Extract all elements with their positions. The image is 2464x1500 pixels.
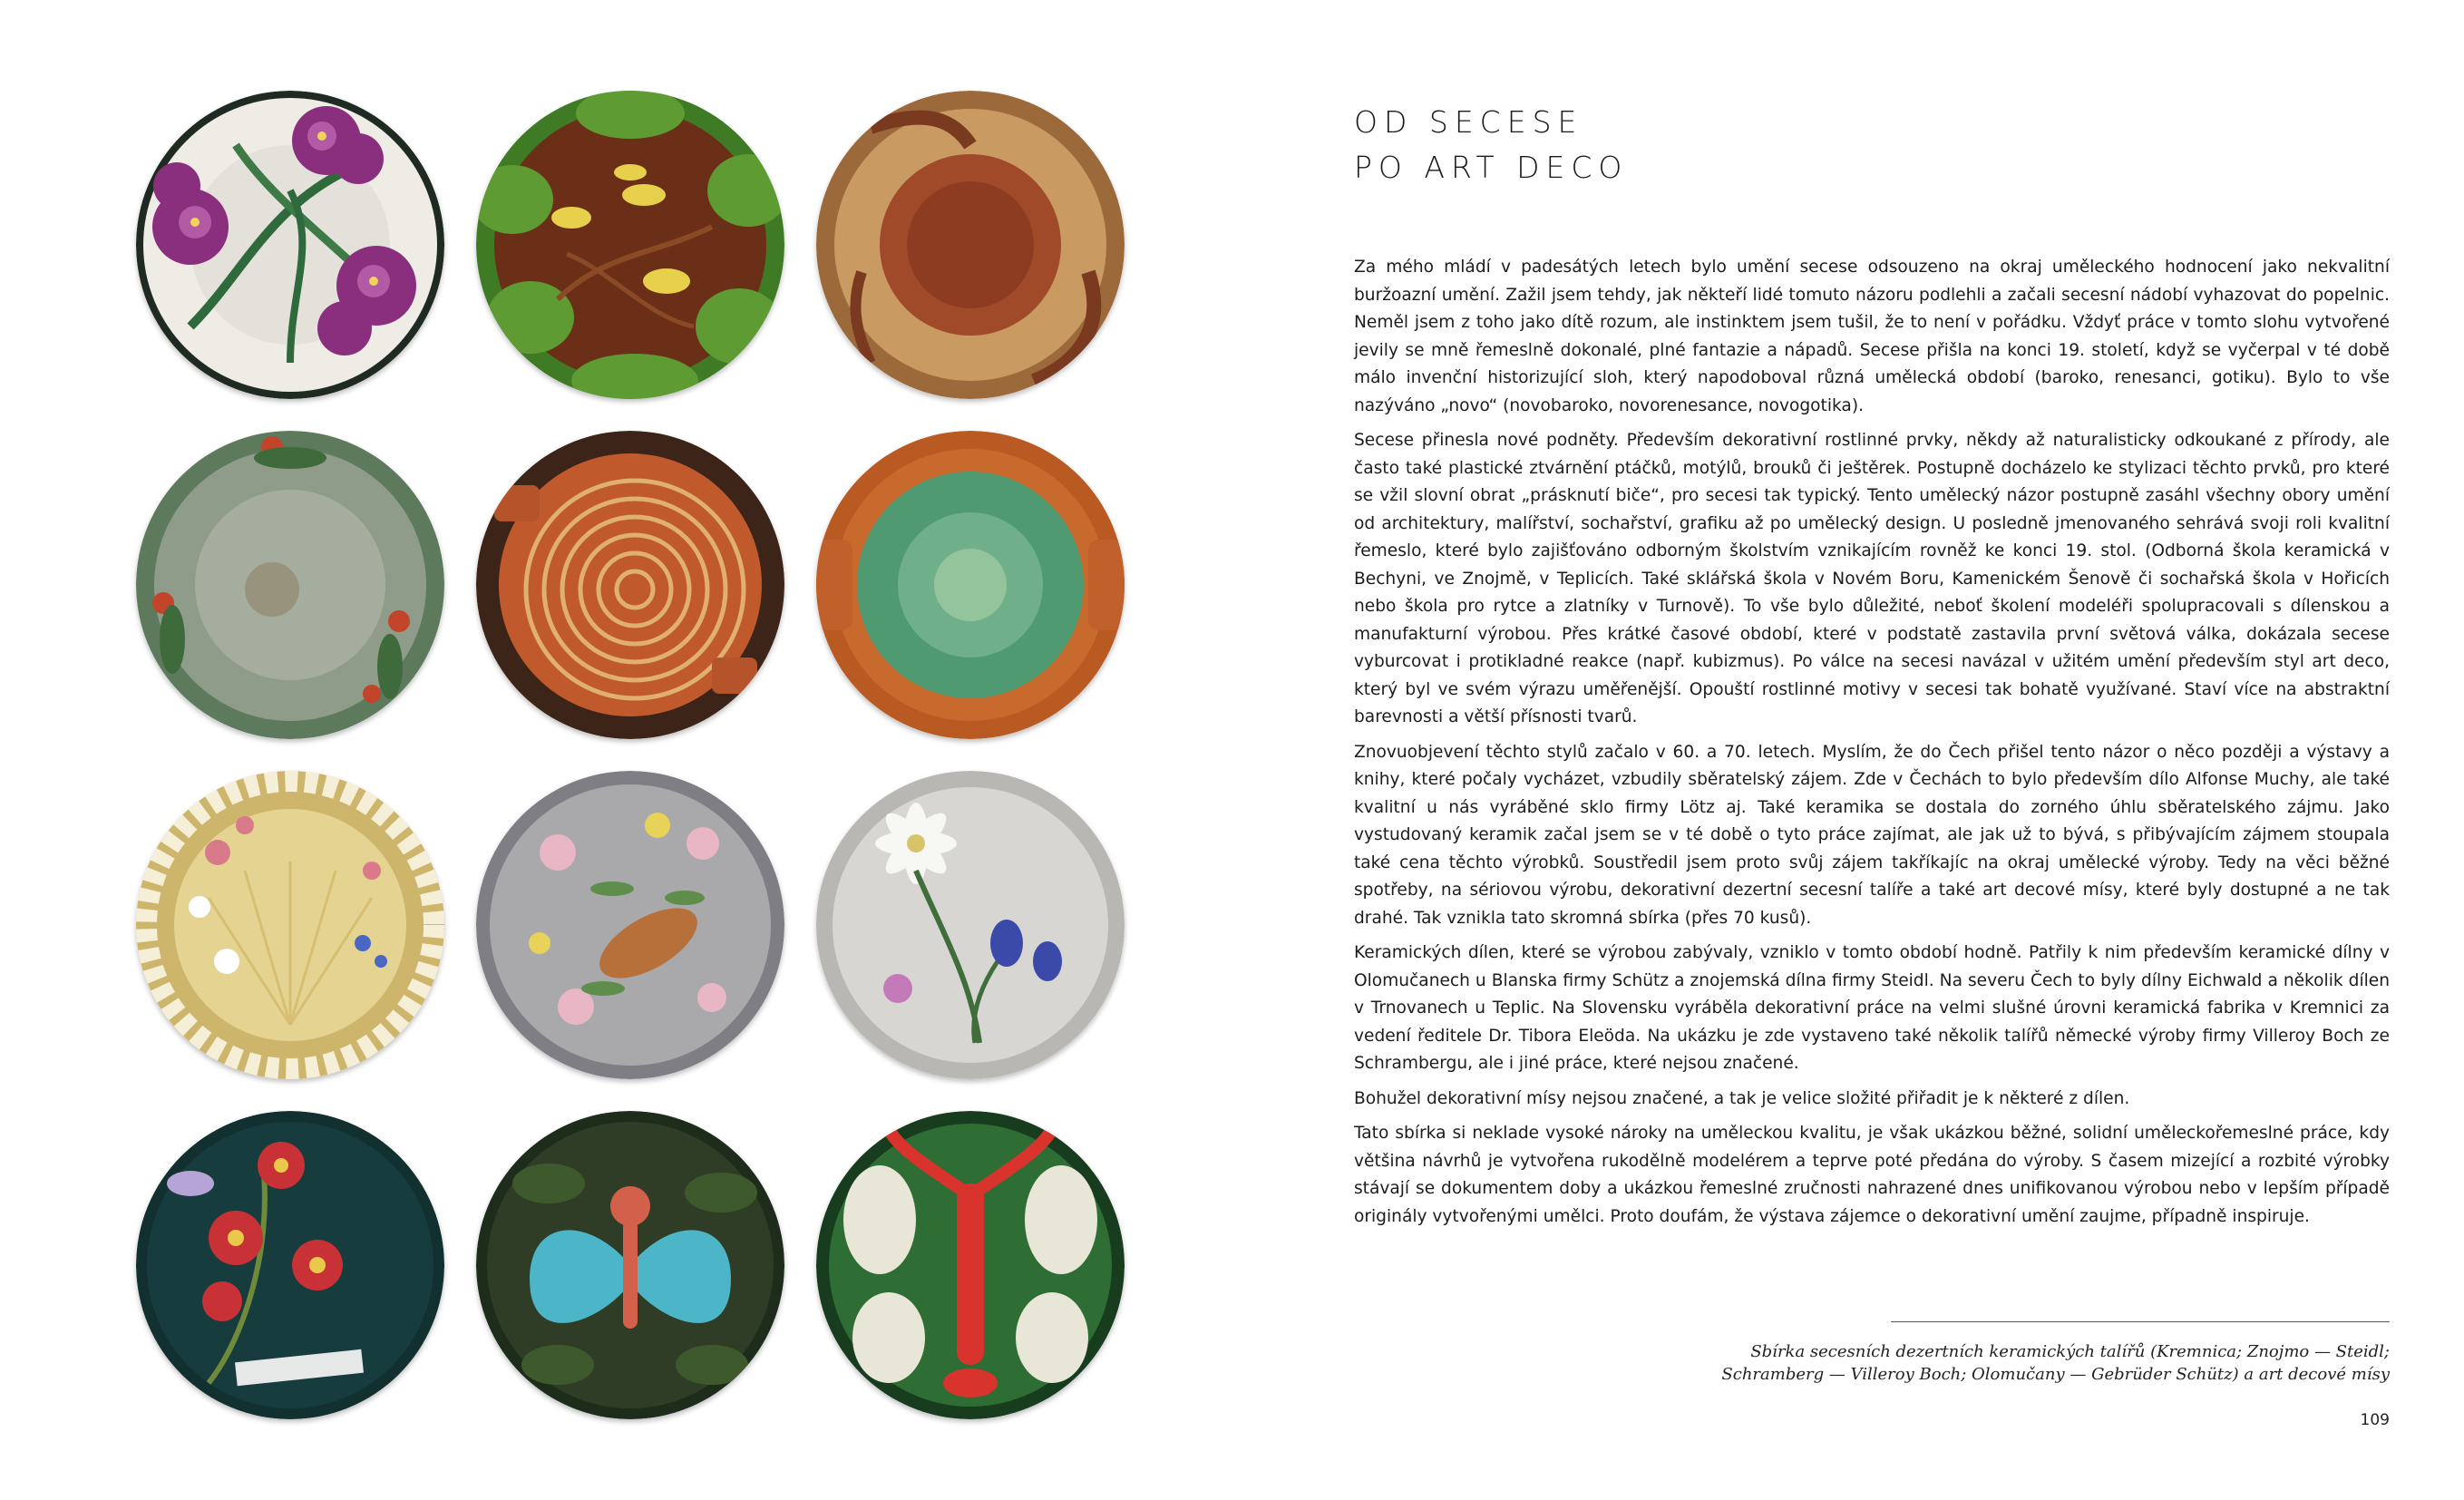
caption-divider <box>1891 1321 2390 1322</box>
orchid-plate <box>136 1111 444 1419</box>
chapter-heading <box>1354 100 1989 190</box>
butterfly-plate <box>476 1111 784 1419</box>
yellow-lattice-plate <box>136 771 444 1079</box>
green-glaze-bowl <box>816 431 1125 739</box>
photo-caption <box>1596 1340 2390 1386</box>
heading-line-1: OD SECESE <box>1354 104 1583 140</box>
grey-green-bowl <box>136 431 444 739</box>
edelweiss-plate <box>816 771 1125 1079</box>
plate-photo-grid <box>136 91 1152 1406</box>
caption-line-1: Sbírka secesních dezertních keramických talířů (Kremnica; Znojmo — Steidl; <box>1750 1342 2390 1361</box>
paragraph: Tato sbírka si neklade vysoké nároky na uměleckou kvalitu, je však ukázkou běžné, solidní uměleckořemeslné práce, kdy většina návrhů je vytvořena rukodělně modelérem a teprve poté předána do výroby. S časem mizející a rozbité výrobky stávají se dokumentem doby a ukázkou řemeslné zručnosti nahrazené dnes unifikovanou výrobou nebo v lepším případě originály vytvořenými umělci. Proto doufám, že výstava zájemce o dekorativní umění zaujme, případně inspiruje. <box>1354 1124 2390 1226</box>
paragraph: Bohužel dekorativní mísy nejsou značené, a tak je velice složité přiřadit je k některé z dílen. <box>1354 1088 2130 1108</box>
crayfish-rim-bowl <box>816 91 1125 399</box>
heading-line-2: PO ART DECO <box>1354 150 1629 185</box>
lobster-plate <box>816 1111 1125 1419</box>
caption-line-2: Schramberg — Villeroy Boch; Olomučany — Gebrüder Schütz) a art decové mísy <box>1721 1365 2390 1384</box>
page-number: 109 <box>2360 1411 2390 1429</box>
paragraph: Keramických dílen, které se výrobou zabývaly, vzniklo v tomto období hodně. Patřily k nim především keramické dílny v Olomučanech u Blanska firmy Schütz a znojemská dílna firmy Steidl. Na severu Čech to byly dílny Eichwald a několik dílen v Trnovanech u Teplic. Na Slovensku vyráběla dekorativní práce na velmi slušné úrovni keramická fabrika v Kremnici za vedení ředitele Dr. Tibora Eleöda. Na ukázku je zde vystaveno také několik talířů německé výroby firmy Villeroy Boch ze Schrambergu, ale i jiné práce, které nejsou značené. <box>1354 943 2390 1073</box>
paragraph: Za mého mládí v padesátých letech bylo umění secese odsouzeno na okraj uměleckého hodnocení jako nekvalitní buržoazní umění. Zažil jsem tehdy, jak někteří lidé tomuto názoru podlehli a začali secesní nádobí vyhazovat do popelnic. Neměl jsem z toho jako dítě rozum, ale instinktem jsem tušil, že to není v pořádku. Vždyť práce v tomto slohu vytvořené jevily se mně řemeslně dokonalé, plné fantazie a nápadů. Secese přišla na konci 19. století, když se vyčerpal v té době málo invenční historizující sloh, který napodoboval různá umělecká období (baroko, renesanci, gotiku). Bylo to vše nazýváno „novo“ (novobaroko, novorenesance, novogotika). <box>1354 258 2390 415</box>
paragraph: Secese přinesla nové podněty. Především dekorativní rostlinné prvky, někdy až naturalisticky odkoukané z přírody, ale často také plastické ztvárnění ptáčků, motýlů, brouků či ještěrek. Postupně docházelo ke stylizaci těchto prvků, pro které se vžil slovní obrat „prásknutí biče“, pro secesi tak typický. Tento umělecký názor postupně zasáhl všechny obory umění od architektury, malířství, sochařství, grafiku až po umělecký design. U posledně jmenovaného sehrává svoji roli kvalitní řemeslo, které bylo zajišťováno odborným školstvím vznikajícím rovněž ke konci 19. stol. (Odborná škola keramická v Bechyni, ve Znojmě, v Teplicích. Také sklářská škola v Novém Boru, Kamenickém Šenově či sochařská škola v Hořicích nebo škola pro rytce a zlatníky v Turnově). To vše bylo důležité, neboť školení modeléři spolupracovali s dílenskou a manufakturní výrobou. Přes krátké časové období, které v podstatě zastavila první světová válka, dokázala secese vyburcovat i protikladné reakce (např. kubizmus). Po válce na secesi navázal v užitém umění především styl art deco, který byl ve svém výrazu uměřenější. Opouští rostlinné motivy v secesi tak bohatě využívané. Staví více na abstraktní barevnosti a větší přísnosti tvarů. <box>1354 431 2390 726</box>
water-lily-plate <box>476 91 784 399</box>
paragraph: Znovuobjevení těchto stylů začalo v 60. a 70. letech. Myslím, že do Čech přišel tento názor o něco později a výstavy a knihy, které počaly vycházet, vzbudily sběratelský zájem. Zde v Čechách to bylo především dílo Alfonse Muchy, ale také kvalitní u nás vyráběné sklo firmy Lötz aj. Také keramika se dostala do zorného úhlu sběratelského zájmu. Jako vystudovaný keramik začal jsem se v té době o tyto práce zajímat, ale jak už to bývá, s přibývajícím zájmem stoupala také cena těchto výrobků. Soustředil jsem proto svůj zájem takříkajíc na okraj umělecké výroby. Tedy na věci běžné spotřeby, na sériovou výrobu, dekorativní dezertní secesní talíře a také art decové mísy, které byly dostupné a ne tak drahé. Tak vznikla tato skromná sbírka (přes 70 kusů). <box>1354 742 2390 928</box>
spiral-bowl <box>476 431 784 739</box>
purple-iris-plate <box>136 91 444 399</box>
bird-floral-plate <box>476 771 784 1079</box>
body-text <box>1354 254 2390 1238</box>
